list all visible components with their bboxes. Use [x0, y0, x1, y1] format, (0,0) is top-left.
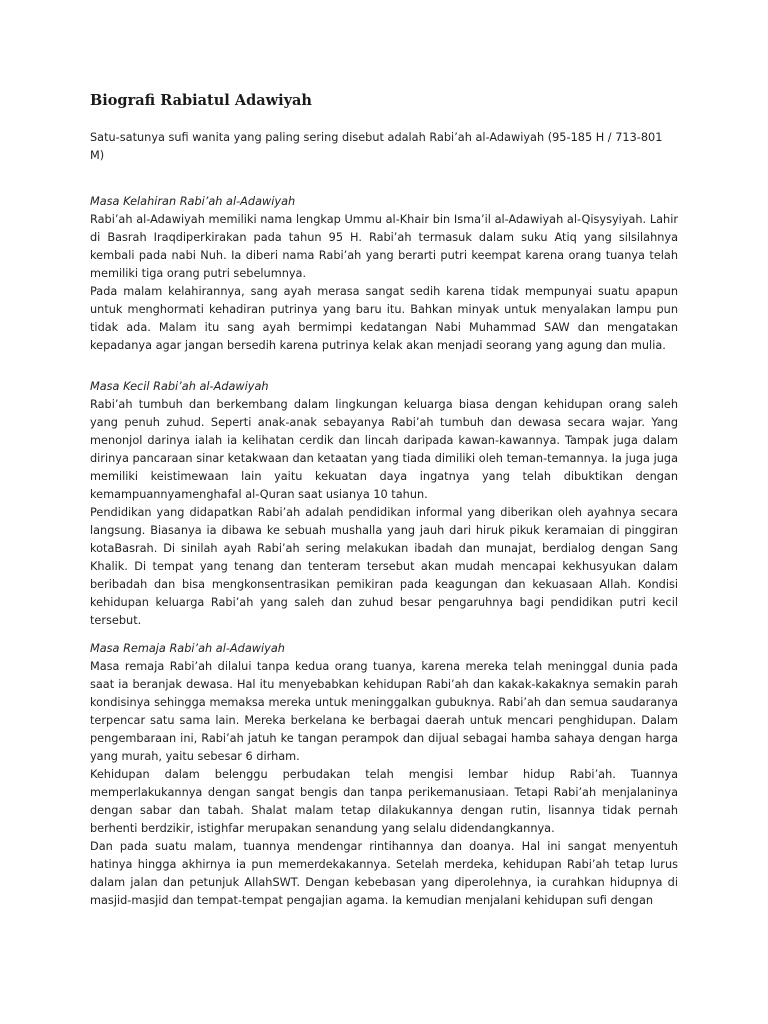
paragraph: Rabi’ah al-Adawiyah memiliki nama lengkap Ummu al-Khair bin Isma’il al-Adawiyah al-Qisysyiyah. Lahir di Basrah Iraqdiperkirakan pada tahun 95 H. Rabi’ah termasuk dalam suku Atiq yang silsilahnya kembali pada nabi Nuh. Ia diberi nama Rabi’ah yang berarti putri keempat karena orang tuanya telah memiliki tiga orang putri sebelumnya.	[90, 213, 678, 280]
section-heading: Masa Kecil Rabi’ah al-Adawiyah	[90, 380, 269, 393]
paragraph: Dan pada suatu malam, tuannya mendengar rintihannya dan doanya. Hal ini sangat menyentuh hatinya hingga akhirnya ia pun memerdekakannya. Setelah merdeka, kehidupan Rabi’ah tetap lurus dalam jalan dan petunjuk AllahSWT. Dengan kebebasan yang diperolehnya, ia curahkan hidupnya di masjid-masjid dan tempat-tempat pengajian agama. Ia kemudian menjalani kehidupan sufi dengan	[90, 840, 678, 907]
document-page	[90, 0, 678, 1024]
section-heading: Masa Kelahiran Rabi’ah al-Adawiyah	[90, 195, 296, 208]
paragraph: Pada malam kelahirannya, sang ayah merasa sangat sedih karena tidak mempunyai suatu apapun untuk menghormati kehadiran putrinya yang baru itu. Bahkan minyak untuk menyalakan lampu pun tidak ada. Malam itu sang ayah bermimpi kedatangan Nabi Muhammad SAW dan mengatakan kepadanya agar jangan bersedih karena putrinya kelak akan menjadi seorang yang agung dan mulia.	[90, 285, 678, 352]
paragraph: Kehidupan dalam belenggu perbudakan telah mengisi lembar hidup Rabi’ah. Tuannya memperlakukannya dengan sangat bengis dan tanpa perikemanusiaan. Tetapi Rabi’ah menjalaninya dengan sabar dan tabah. Shalat malam tetap dilakukannya dengan rutin, lisannya tidak pernah berhenti berdzikir, istighfar merupakan senandung yang selalu didendangkannya.	[90, 768, 678, 835]
section-childhood	[90, 378, 678, 630]
section-adolescence	[90, 640, 678, 910]
section-birth	[90, 193, 678, 355]
intro-paragraph: Satu-satunya sufi wanita yang paling sering disebut adalah Rabi’ah al-Adawiyah (95-185 H / 713-801 M)	[90, 131, 663, 162]
paragraph: Pendidikan yang didapatkan Rabi’ah adalah pendidikan informal yang diberikan oleh ayahnya secara langsung. Biasanya ia dibawa ke sebuah mushalla yang jauh dari hiruk pikuk keramaian di pinggiran kotaBasrah. Di sinilah ayah Rabi’ah sering melakukan ibadah dan munajat, berdialog dengan Sang Khalik. Di tempat yang tenang dan tenteram tersebut akan mudah mencapai kekhusyukan dalam beribadah dan bisa mengkonsentrasikan pemikiran pada keagungan dan kekuasaan Allah. Kondisi kehidupan keluarga Rabi’ah yang saleh dan zuhud besar pengaruhnya bagi pendidikan putri kecil tersebut.	[90, 506, 678, 627]
section-heading: Masa Remaja Rabi’ah al-Adawiyah	[90, 642, 285, 655]
paragraph: Rabi’ah tumbuh dan berkembang dalam lingkungan keluarga biasa dengan kehidupan orang saleh yang penuh zuhud. Seperti anak-anak sebayanya Rabi’ah tumbuh dan dewasa secara wajar. Yang menonjol darinya ialah ia kelihatan cerdik dan lincah daripada kawan-kawannya. Tampak juga dalam dirinya pancaraan sinar ketakwaan dan ketaatan yang tiada dimiliki oleh teman-temannya. Ia juga juga memiliki keistimewaan lain yaitu kekuatan daya ingatnya yang telah dibuktikan dengan kemampuannyamenghafal al-Quran saat usianya 10 tahun.	[90, 398, 678, 501]
document-title: Biografi Rabiatul Adawiyah	[90, 92, 312, 109]
paragraph: Masa remaja Rabi’ah dilalui tanpa kedua orang tuanya, karena mereka telah meninggal dunia pada saat ia beranjak dewasa. Hal itu menyebabkan kehidupan Rabi’ah dan kakak-kakaknya semakin parah kondisinya sehingga memaksa mereka untuk meninggalkan gubuknya. Rabi’ah dan semua saudaranya terpencar satu sama lain. Mereka berkelana ke berbagai daerah untuk mencari penghidupan. Dalam pengembaraan ini, Rabi’ah jatuh ke tangan perampok dan dijual sebagai hamba sahaya dengan harga yang murah, yaitu sebesar 6 dirham.	[90, 660, 678, 763]
